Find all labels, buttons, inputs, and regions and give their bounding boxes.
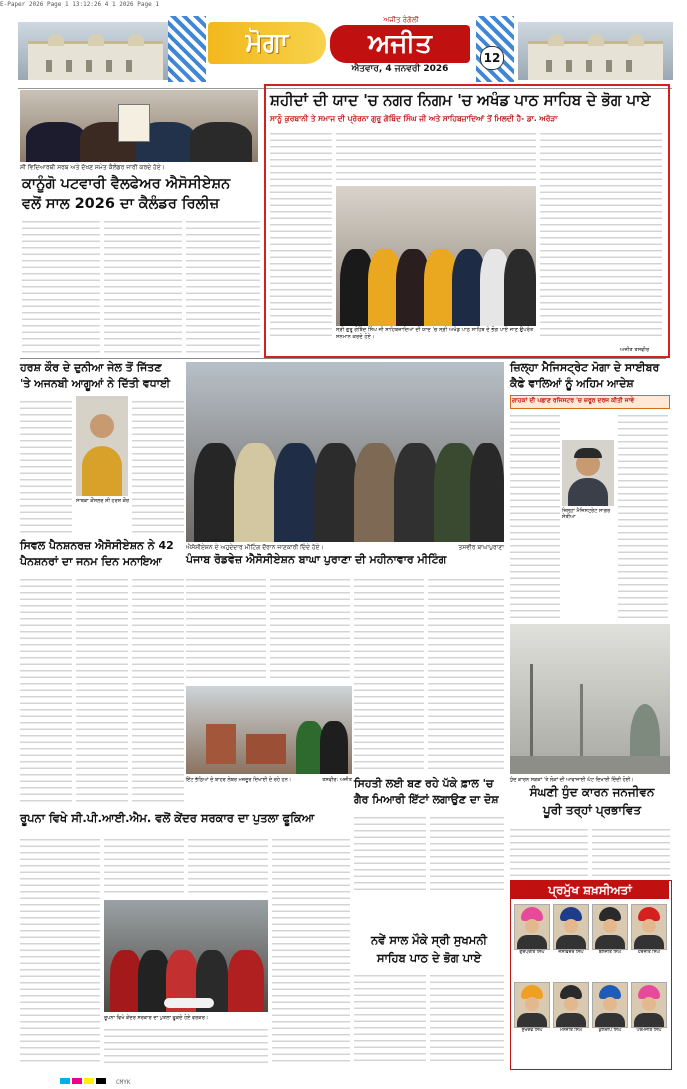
personality-photo <box>514 904 550 950</box>
lead-photo <box>336 186 536 326</box>
roadways-headline: ਪੰਜਾਬ ਰੋਡਵੇਜ਼ ਐਸੋਸੀਏਸ਼ਨ ਬਾਘਾ ਪੁਰਾਣਾ ਦੀ ਮਹੀਨਾਵਾਰ ਮੀਟਿੰਗ <box>186 553 447 566</box>
pensioners-headline-1: ਸਿਵਲ ਪੈਨਸ਼ਨਰਜ਼ ਐਸੋਸੀਏਸ਼ਨ ਨੇ 42 <box>20 539 174 552</box>
personality-name: ਸੁਖਦੇਵ ਸਿੰਘ <box>521 1028 543 1033</box>
cpim-body-col4 <box>272 834 350 1066</box>
fog-photo-caption: ਧੁੰਦ ਕਾਰਨ ਸੜਕਾਂ 'ਤੇ ਲੋਕਾਂ ਦੀ ਆਵਾਜਾਈ ਘੱਟ ਦਿਖਾਈ ਦਿੰਦੀ ਹੋਈ। <box>510 777 634 783</box>
cyber-dm-photo <box>562 440 614 506</box>
calendar-body-col2 <box>104 216 182 354</box>
roadways-body-col3 <box>354 574 424 774</box>
personality-card <box>514 904 550 955</box>
logo-moga: ਮੋਗਾ <box>208 22 326 64</box>
harsh-headline-1: ਹਰਸ਼ ਕੌਰ ਦੇ ਦੁਨੀਆ ਜੇਲ ਤੋਂ ਜਿੱਤਣ <box>20 361 162 374</box>
bricks-photo-caption: ਇੱਟ ਭੱਠਿਆਂ ਦੇ ਬਾਹਰ ਲੇਬਰ ਮਜ਼ਦੂਰ ਦਿਖਾਈ ਦੇ ਰਹੇ ਹਨ। <box>186 777 292 783</box>
personality-name: ਪਰਮਜੀਤ ਸਿੰਘ <box>636 1028 662 1033</box>
personality-card <box>592 982 628 1033</box>
roadways-photo-byline: ਤਸਵੀਰ ਬਾਘਾਪੁਰਾਣਾ <box>458 544 504 551</box>
roadways-body-col2 <box>270 574 350 682</box>
masthead-right-photo <box>518 22 673 80</box>
roadways-meeting-photo <box>186 362 504 542</box>
newyear-body-col1 <box>354 970 426 1066</box>
personality-card <box>553 904 589 955</box>
lead-headline: ਸ਼ਹੀਦਾਂ ਦੀ ਯਾਦ 'ਚ ਨਗਰ ਨਿਗਮ 'ਚ ਅਖੰਡ ਪਾਠ ਸਾਹਿਬ ਦੇ ਭੋਗ ਪਾਏ <box>270 91 651 109</box>
fog-body-col2 <box>592 824 670 876</box>
fog-photo <box>510 624 670 774</box>
lead-body-col3 <box>540 128 662 338</box>
personality-card <box>592 904 628 955</box>
personality-photo <box>553 904 589 950</box>
roadways-body-col4 <box>428 574 504 774</box>
lead-body-col2 <box>336 128 536 180</box>
fog-headline-1: ਸੰਘਣੀ ਧੁੰਦ ਕਾਰਨ ਜਨਜੀਵਨ <box>529 785 655 799</box>
print-footer <box>0 1076 687 1089</box>
calendar-body-col1 <box>22 216 100 354</box>
lead-byline: ਅਜੀਤ ਤਸਵੀਰ <box>620 347 650 353</box>
personality-photo <box>631 904 667 950</box>
bricks-headline-1: ਸਿਹਤੀ ਲਈ ਬਣ ਰਹੇ ਪੱਕੇ ਫ਼ਾਲ 'ਚ <box>354 777 494 790</box>
personality-card <box>514 982 550 1033</box>
cpim-body-col1 <box>20 834 100 1066</box>
bricks-body-col2 <box>430 812 504 892</box>
masthead-logo <box>208 16 478 78</box>
cpim-body-col2 <box>104 834 184 896</box>
newyear-body-col2 <box>430 970 504 1066</box>
cmyk-label: CMYK <box>116 1079 131 1086</box>
bricks-headline-2: ਗੈਰ ਮਿਆਰੀ ਇੱਟਾਂ ਲਗਾਉਣ ਦਾ ਦੋਸ਼ <box>354 793 499 806</box>
roadways-body-col1 <box>186 574 266 682</box>
cpim-body-col3 <box>188 834 268 896</box>
page-number: 12 <box>480 46 504 70</box>
calendar-photo-caption: ਸੀ ਵਿਦਿਆਰਥੀ ਸਰਬ ਅਤੇ ਦੱਖਣ ਸਮੇਤ ਕੈਲੰਡਰ ਜਾਰੀ ਕਰਦੇ ਹੋਏ। <box>20 164 165 171</box>
newyear-headline-1: ਨਵੇਂ ਸਾਲ ਮੌਕੇ ਸ੍ਰੀ ਸੁਖਮਨੀ <box>371 933 487 947</box>
fog-body-col1 <box>510 824 588 876</box>
personality-photo <box>631 982 667 1028</box>
pensioners-body-col1 <box>20 574 72 804</box>
cyber-headline-2: ਕੈਫੇ ਵਾਲਿਆਂ ਨੂੰ ਅਹਿਮ ਆਦੇਸ਼ <box>510 377 634 390</box>
pensioners-body-col2 <box>76 574 128 804</box>
masthead-pattern-left <box>168 16 206 82</box>
personalities-title: ਪ੍ਰਮੁੱਖ ਸ਼ਖ਼ਸੀਅਤਾਂ <box>511 881 669 899</box>
pensioners-headline-2: ਪੈਨਸ਼ਨਰਾਂ ਦਾ ਜਨਮ ਦਿਨ ਮਨਾਇਆ <box>20 555 162 568</box>
calendar-release-photo <box>20 90 258 162</box>
bricks-body-col1 <box>354 812 426 892</box>
fog-headline-2: ਪੂਰੀ ਤਰ੍ਹਾਂ ਪ੍ਰਭਾਵਿਤ <box>542 803 642 817</box>
bricks-photo-byline: ਤਸਵੀਰ: ਅਜੀਤ <box>322 777 352 783</box>
roadways-photo-caption: ਐਸੋਸੀਏਸ਼ਨ ਦੇ ਅਹੁਦੇਦਾਰ ਮੀਟਿੰਗ ਦੌਰਾਨ ਜਾਣਕਾਰੀ ਦਿੰਦੇ ਹੋਏ। <box>186 544 324 551</box>
calendar-body-col3 <box>186 216 260 354</box>
personality-card <box>631 982 667 1033</box>
personality-name: ਜਸਵਿੰਦਰ ਸਿੰਘ <box>558 950 584 955</box>
cpim-headline: ਰੂਪਨਾ ਵਿਖੇ ਸੀ.ਪੀ.ਆਈ.ਐਮ. ਵਲੋਂ ਕੇਂਦਰ ਸਰਕਾਰ ਦਾ ਪੁਤਲਾ ਫੂਕਿਆ <box>20 811 315 825</box>
personality-photo <box>592 982 628 1028</box>
cyber-dm-label: ਜ਼ਿਲ੍ਹਾ ਮੈਜਿਸਟ੍ਰੇਟ ਸਾਗਰ ਸੇਤੀਆ <box>562 508 611 520</box>
harsh-photo <box>76 396 128 496</box>
cpim-photo-caption: ਰੂਪਨਾ ਵਿਖੇ ਕੇਂਦਰ ਸਰਕਾਰ ਦਾ ਪੁਤਲਾ ਫੂਕਦੇ ਹੋਏ ਵਰਕਰ। <box>104 1015 209 1021</box>
bricks-photo <box>186 686 352 774</box>
cyber-body-col1 <box>510 410 560 620</box>
issue-date: ਐਤਵਾਰ, 4 ਜਨਵਰੀ 2026 <box>351 64 449 74</box>
lead-subhead: ਸਾਨੂੰ ਕੁਰਬਾਨੀ ਤੇ ਸਮਾਜ ਦੀ ਪ੍ਰੇਰਨਾ ਗੁਰੂ ਗੋਬਿੰਦ ਸਿੰਘ ਜੀ ਅਤੇ ਸਾਹਿਬਜ਼ਾਦਿਆਂ ਤੋਂ ਮਿਲਦੀ ਹੈ- ਡਾ. ਅਰੋੜਾ <box>270 114 558 123</box>
cpim-body-col5 <box>104 1024 268 1066</box>
logo-ajit: ਅਜੀਤ <box>330 25 470 63</box>
personality-name: ਮਨਜੀਤ ਸਿੰਘ <box>559 1028 583 1033</box>
print-slug-line: E-Paper 2026 Page 1 13:12:26 4 1 2026 Page 1 <box>0 1 159 8</box>
lead-body-col1 <box>270 128 332 338</box>
cyber-headline-1: ਜ਼ਿਲ੍ਹਾ ਮੈਜਿਸਟ੍ਰੇਟ ਮੋਗਾ ਦੇ ਸਾਈਬਰ <box>510 361 660 374</box>
pensioners-body-col3 <box>132 574 184 804</box>
cpim-photo <box>104 900 268 1012</box>
logo-brand-small: ਅਜੀਤ ਰੰਗੋਲੀ <box>383 16 419 24</box>
personality-photo <box>553 982 589 1028</box>
harsh-photo-label: ਸਾਬਕਾ ਕੌਂਸਲਰ ਸ਼ੀ ਹਰਸ਼ ਕੌਰ <box>76 498 130 504</box>
harsh-headline-2: 'ਤੇ ਅਜਨਬੀ ਆਗੂਆਂ ਨੇ ਦਿੱਤੀ ਵਧਾਈ <box>20 377 171 390</box>
personality-name: ਗੁਰਪ੍ਰੀਤ ਸਿੰਘ <box>519 950 545 955</box>
personality-name: ਬਲਜੀਤ ਸਿੰਘ <box>598 950 622 955</box>
personality-name: ਕੁਲਦੀਪ ਸਿੰਘ <box>598 1028 622 1033</box>
personalities-grid <box>514 904 670 1064</box>
cyber-body-col2 <box>618 410 668 620</box>
calendar-headline-1: ਕਾਨੂੰਗੋ ਪਟਵਾਰੀ ਵੈਲਫੇਅਰ ਐਸੋਸੀਏਸ਼ਨ <box>22 176 231 192</box>
masthead-left-photo <box>18 22 173 80</box>
personality-card <box>631 904 667 955</box>
personality-photo <box>592 904 628 950</box>
harsh-body-col2 <box>132 396 184 534</box>
personality-name: ਹਰਜੀਤ ਸਿੰਘ <box>638 950 660 955</box>
lead-photo-caption: ਸ੍ਰੀ ਗੁਰੂ ਗੋਬਿੰਦ ਸਿੰਘ ਜੀ ਸਾਹਿਬਜ਼ਾਦਿਆਂ ਦੀ ਯਾਦ 'ਚ ਸ੍ਰੀ ਅਖੰਡ ਪਾਠ ਸਾਹਿਬ ਦੇ ਭੋਗ ਪਾਏ ਜਾਣ ਉਪਰੰਤ ਸਨਮਾਨ ਕਰਦੇ ਹੋਏ। <box>336 327 534 340</box>
personality-card <box>553 982 589 1033</box>
calendar-headline-2: ਵਲੋਂ ਸਾਲ 2026 ਦਾ ਕੈਲੰਡਰ ਰਿਲੀਜ਼ <box>22 196 220 212</box>
personality-photo <box>514 982 550 1028</box>
divider <box>20 358 666 359</box>
harsh-body-col1 <box>20 396 72 534</box>
newyear-headline-2: ਸਾਹਿਬ ਪਾਠ ਦੇ ਭੋਗ ਪਾਏ <box>376 951 482 965</box>
cyber-subhead: ਗਾਹਕਾਂ ਦੀ ਪਛਾਣ ਰਜਿਸਟਰ 'ਚ ਜ਼ਰੂਰ ਦਰਜ ਕੀਤੀ ਜਾਵੇ <box>512 397 635 404</box>
